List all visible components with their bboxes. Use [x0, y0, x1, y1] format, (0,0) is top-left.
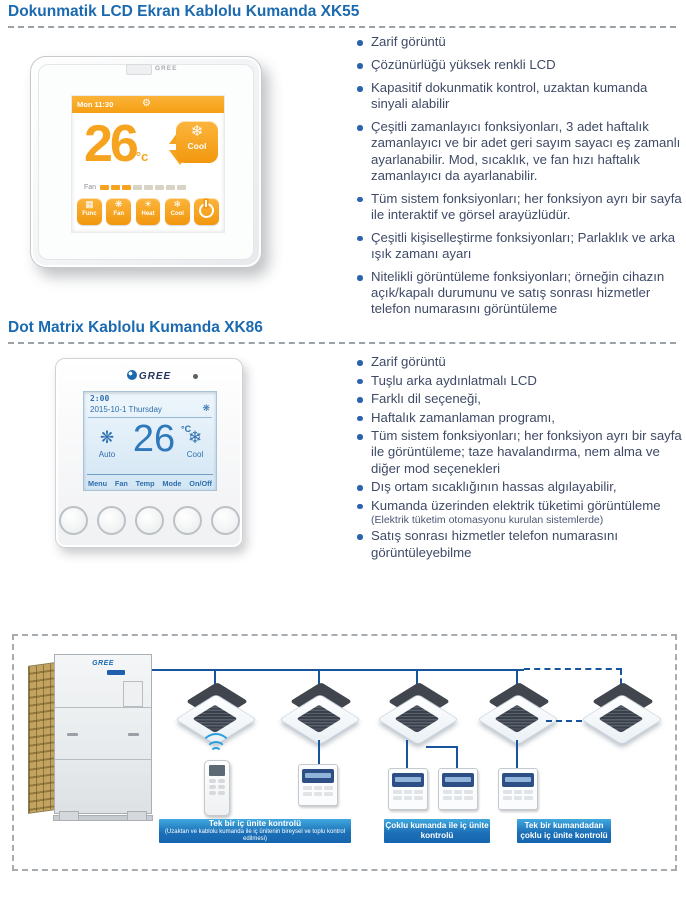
xk55-temperature: 26°c	[84, 115, 149, 173]
gear-icon: ⚙	[142, 98, 151, 109]
cassette-unit-4	[477, 694, 557, 746]
controller-link	[406, 740, 408, 768]
list-item: Haftalık zamanlaman programı,	[356, 410, 686, 426]
xk55-ir-window	[126, 64, 152, 75]
round-button	[135, 506, 164, 535]
list-item: Satış sonrası hizmetler telefon numarasını görüntüleyebilme	[356, 528, 686, 560]
snowflake-icon: ❄	[187, 428, 203, 447]
wired-controller	[298, 764, 338, 806]
xk55-fan-bar	[84, 184, 188, 192]
list-item: Tuşlu arka aydınlatmalı LCD	[356, 373, 686, 389]
gree-logo: GREE	[92, 660, 114, 667]
xk86-brand-logo: GREE	[56, 370, 242, 382]
footnote: (Elektrik tüketim otomasyonu kurulan sistemlerde)	[371, 513, 604, 526]
wireless-remote	[204, 760, 230, 816]
main-bus-line	[134, 669, 524, 671]
list-item: Kumanda üzerinden elektrik tüketimi görüntüleme (Elektrik tüketim otomasyonu kurulan sistemlerde)	[356, 498, 686, 526]
round-button	[211, 506, 240, 535]
xk55-key-row	[77, 198, 219, 225]
system-diagram	[12, 634, 677, 871]
heat-button: ☀ Heat	[136, 198, 161, 225]
cassette-unit-5	[581, 694, 661, 746]
list-item: Zarif görüntü	[356, 34, 682, 50]
list-item: Farklı dil seçeneği,	[356, 391, 686, 407]
xk86-screen	[83, 391, 217, 491]
section2-divider	[8, 342, 676, 344]
cool-button: ❄ Cool	[165, 198, 190, 225]
xk86-feature-list	[356, 354, 686, 563]
xk86-button-row	[56, 506, 242, 535]
auto-mode-indicator: ❋ Auto	[90, 428, 124, 459]
snowflake-icon: ❄	[190, 123, 204, 140]
list-item: Zarif görüntü	[356, 354, 686, 370]
section1-title: Dokunmatik LCD Ekran Kablolu Kumanda XK55	[8, 3, 360, 20]
xk86-main-row	[84, 420, 216, 472]
caption-multi-controller: Çoklu kumanda ile iç ünite kontrolü	[384, 819, 490, 843]
vent-panel	[123, 681, 143, 707]
fan-icon: ❋	[99, 428, 115, 447]
round-button	[173, 506, 202, 535]
controller-link	[516, 740, 518, 768]
caption-single-unit-control: Tek bir iç ünite kontrolü (Uzaktan ve kablolu kumanda ile iç ünitenin bireysel ve toplu kontrol edilmesi)	[159, 819, 351, 843]
xk55-time: Mon 11:30	[77, 100, 114, 109]
mode-softkey: Mode	[162, 479, 182, 488]
xk86-device-image	[55, 358, 243, 548]
temp-softkey: Temp	[135, 479, 155, 488]
func-button: ▦ Func	[77, 198, 102, 225]
xk55-device-image	[30, 56, 262, 268]
list-item: Çeşitli zamanlayıcı fonksiyonları, 3 adet haftalık zamanlayıcı ve bir adet geri sayım sayacı eş zamanlı ayarlanabilir. Mod, sıcaklık, ve fan hızı haftalık zamanlayıcı da ayarlanabilir.	[356, 119, 682, 183]
list-item: Dış ortam sıcaklığının hassas algılayabilir,	[356, 479, 686, 495]
wired-controller	[498, 768, 538, 810]
main-bus-line-dashed	[524, 668, 622, 670]
xk55-brand-logo: GREE	[155, 65, 178, 72]
cool-mode-button	[176, 121, 218, 163]
screen-divider	[87, 474, 213, 475]
outdoor-unit-grille	[28, 662, 56, 814]
power-icon	[199, 203, 214, 218]
controller-link	[318, 740, 320, 764]
controller-link	[456, 746, 458, 768]
xk86-sensor-dot	[193, 374, 198, 379]
controller-link	[426, 746, 458, 748]
list-item: Çeşitli kişiselleştirme fonksiyonları; Parlaklık ve arka ışık zamanı ayarı	[356, 230, 682, 262]
list-item: Tüm sistem fonksiyonları; her fonksiyon ayrı bir sayfa ile görüntüleme; taze havalandırma, nem alma ve diğer mod seçenekleri	[356, 428, 686, 476]
xk86-temp-unit: °C	[181, 424, 192, 434]
xk86-clock: 2:00	[90, 394, 110, 403]
xk55-feature-list	[356, 34, 682, 324]
xk86-temperature: 26	[132, 418, 176, 460]
round-button	[97, 506, 126, 535]
section2-title: Dot Matrix Kablolu Kumanda XK86	[8, 319, 263, 336]
power-button	[194, 198, 219, 225]
cassette-unit-2	[279, 694, 359, 746]
cool-mode-indicator: ❄ Cool	[178, 428, 212, 459]
remote-screen	[209, 765, 225, 776]
xk55-temp-unit: °c	[135, 149, 149, 164]
list-item: Kapasitif dokunmatik kontrol, uzaktan kumanda sinyali alabilir	[356, 80, 682, 112]
fan-label: Fan	[84, 184, 97, 191]
outdoor-unit-front	[54, 654, 152, 814]
fan-icon: ❋	[202, 403, 210, 413]
round-button	[59, 506, 88, 535]
fan-button: ❋ Fan	[106, 198, 131, 225]
group-link-dashed	[546, 720, 582, 722]
cassette-unit-3	[377, 694, 457, 746]
xk86-softkey-row	[88, 479, 212, 488]
onoff-softkey: On/Off	[189, 479, 212, 488]
model-badge	[107, 670, 125, 675]
xk55-statusbar	[72, 96, 224, 113]
fan-softkey: Fan	[114, 479, 128, 488]
sun-icon: ☀	[143, 199, 153, 209]
menu-softkey: Menu	[88, 479, 108, 488]
handle	[67, 733, 78, 736]
caption-single-controller-multi-unit: Tek bir kumandadan çoklu iç ünite kontrolü	[517, 819, 611, 843]
handle	[128, 733, 139, 736]
cool-mode-label: Cool	[187, 141, 207, 151]
wifi-signal-icon	[202, 737, 230, 759]
xk55-screen	[71, 95, 225, 233]
list-item: Tüm sistem fonksiyonları; her fonksiyon ayrı bir sayfa ile interaktif ve görsel arayüzlüdür.	[356, 191, 682, 223]
outdoor-unit	[28, 654, 152, 820]
list-item: Çözünürlüğü yüksek renkli LCD	[356, 57, 682, 73]
xk86-date: 2015-10-1 Thursday	[90, 405, 162, 414]
grid-icon: ▦	[85, 199, 94, 209]
foot	[59, 811, 79, 821]
gree-logo-icon	[127, 370, 137, 380]
fan-icon: ❋	[114, 199, 123, 209]
list-item: Nitelikli görüntüleme fonksiyonları; örneğin cihazın açık/kapalı durumunu ve satış sonrası hizmetler telefon numarasını görüntüleme	[356, 269, 682, 317]
foot	[127, 811, 147, 821]
wired-controller	[438, 768, 478, 810]
wired-controller	[388, 768, 428, 810]
snowflake-icon: ❄	[173, 199, 182, 209]
section1-divider	[8, 26, 676, 28]
